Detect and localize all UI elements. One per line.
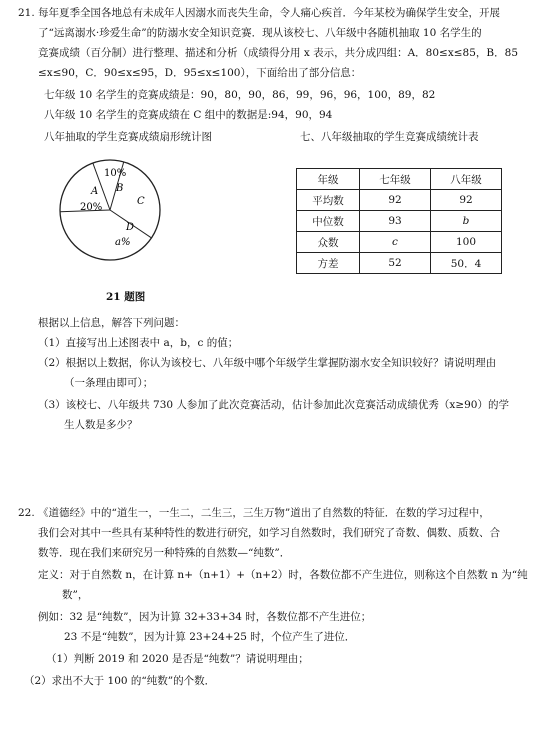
pie-pct-a: 20% — [80, 202, 103, 213]
table-cell: 92 — [360, 190, 431, 211]
table-cell: 中位数 — [297, 211, 360, 232]
q21-line2: 了“远离溺水·珍爱生命”的防溺水安全知识竞赛．现从该校七、八年级中各随机抽取 10 名学生的 — [38, 27, 482, 39]
q21-sub1: （1）直接写出上述图表中 a，b，c 的值； — [38, 337, 239, 349]
pie-label-b: B — [116, 183, 124, 194]
q21-line1: 每年夏季全国各地总有未成年人因溺水而丧失生命，令人痛心疾首．今年某校为确保学生安全，开展 — [38, 7, 500, 19]
q21-line3: 竞赛成绩（百分制）进行整理、描述和分析（成绩得分用 x 表示，共分成四组：A．80≤x≤85，B．85 — [38, 47, 518, 59]
stats-table-title: 七、八年级抽取的学生竞赛成绩统计表 — [300, 131, 479, 143]
table-row — [297, 211, 502, 232]
table-header: 七年级 — [360, 169, 431, 190]
table-header-row — [297, 169, 502, 190]
q21-sub3b: 生人数是多少？ — [64, 419, 138, 431]
table-cell: 众数 — [297, 232, 360, 253]
q22-example2: 23 不是“纯数”，因为计算 23+24+25 时，个位产生了进位． — [64, 631, 356, 643]
q21-prompt: 根据以上信息，解答下列问题： — [38, 317, 185, 329]
q21-sub3a: （3）该校七、八年级共 730 人参加了此次竞赛活动，估计参加此次竞赛活动成绩优秀（x≥90）的学 — [38, 399, 509, 411]
table-cell: 100 — [431, 232, 502, 253]
q21-grade8-c-group: 八年级 10 名学生的竞赛成绩在 C 组中的数据是:94，90，94 — [44, 109, 333, 121]
figure-caption: 21 题图 — [106, 291, 146, 303]
table-row — [297, 253, 502, 274]
table-header: 年级 — [297, 169, 360, 190]
table-cell: 52 — [360, 253, 431, 274]
q21-number: 21. — [18, 7, 35, 19]
pie-chart — [58, 150, 168, 280]
q22-line2: 我们会对其中一些具有某种特性的数进行研究，如学习自然数时，我们研究了奇数、偶数、质数、合 — [38, 527, 500, 539]
table-cell: 50．4 — [431, 253, 502, 274]
table-row — [297, 232, 502, 253]
table-cell: 方差 — [297, 253, 360, 274]
q22-def2: 数”， — [62, 589, 89, 601]
pie-label-a: A — [91, 186, 99, 197]
pie-pct-b: 10% — [104, 168, 127, 179]
table-cell: 92 — [431, 190, 502, 211]
q22-example1: 例如：32 是“纯数”，因为计算 32+33+34 时，各数位都不产生进位； — [38, 611, 372, 623]
table-cell: b — [431, 211, 502, 232]
q21-line4: ≤x≤90，C．90≤x≤95，D．95≤x≤100），下面给出了部分信息： — [38, 67, 362, 79]
q22-sub2: （2）求出不大于 100 的“纯数”的个数． — [24, 675, 216, 687]
stats-table — [296, 168, 502, 274]
q22-sub1: （1）判断 2019 和 2020 是否是“纯数”？请说明理由； — [46, 653, 309, 665]
q21-sub2b: （一条理由即可）； — [64, 377, 154, 389]
pie-label-c: C — [137, 196, 145, 207]
table-row — [297, 190, 502, 211]
table-cell: c — [360, 232, 431, 253]
table-cell: 93 — [360, 211, 431, 232]
q22-line3: 数等．现在我们来研究另一种特殊的自然数—“纯数”． — [38, 547, 291, 559]
q22-def1: 定义：对于自然数 n，在计算 n+（n+1）+（n+2）时，各数位都不产生进位，则称这个自然数 n 为“纯 — [38, 569, 528, 581]
pie-chart-title: 八年抽取的学生竞赛成绩扇形统计图 — [44, 131, 212, 143]
table-header: 八年级 — [431, 169, 502, 190]
q22-line1: 《道德经》中的“道生一，一生二，二生三，三生万物”道出了自然数的特征．在数的学习过程中， — [38, 507, 490, 519]
pie-label-d: D — [126, 222, 135, 233]
pie-pct-d: a% — [115, 237, 131, 248]
q21-grade7-scores: 七年级 10 名学生的竞赛成绩是：90，80，90，86，99，96，96，100，89，82 — [44, 89, 436, 101]
q21-sub2a: （2）根据以上数据，你认为该校七、八年级中哪个年级学生掌握防溺水安全知识较好？请说明理由 — [38, 357, 497, 369]
q22-number: 22. — [18, 507, 35, 519]
table-cell: 平均数 — [297, 190, 360, 211]
